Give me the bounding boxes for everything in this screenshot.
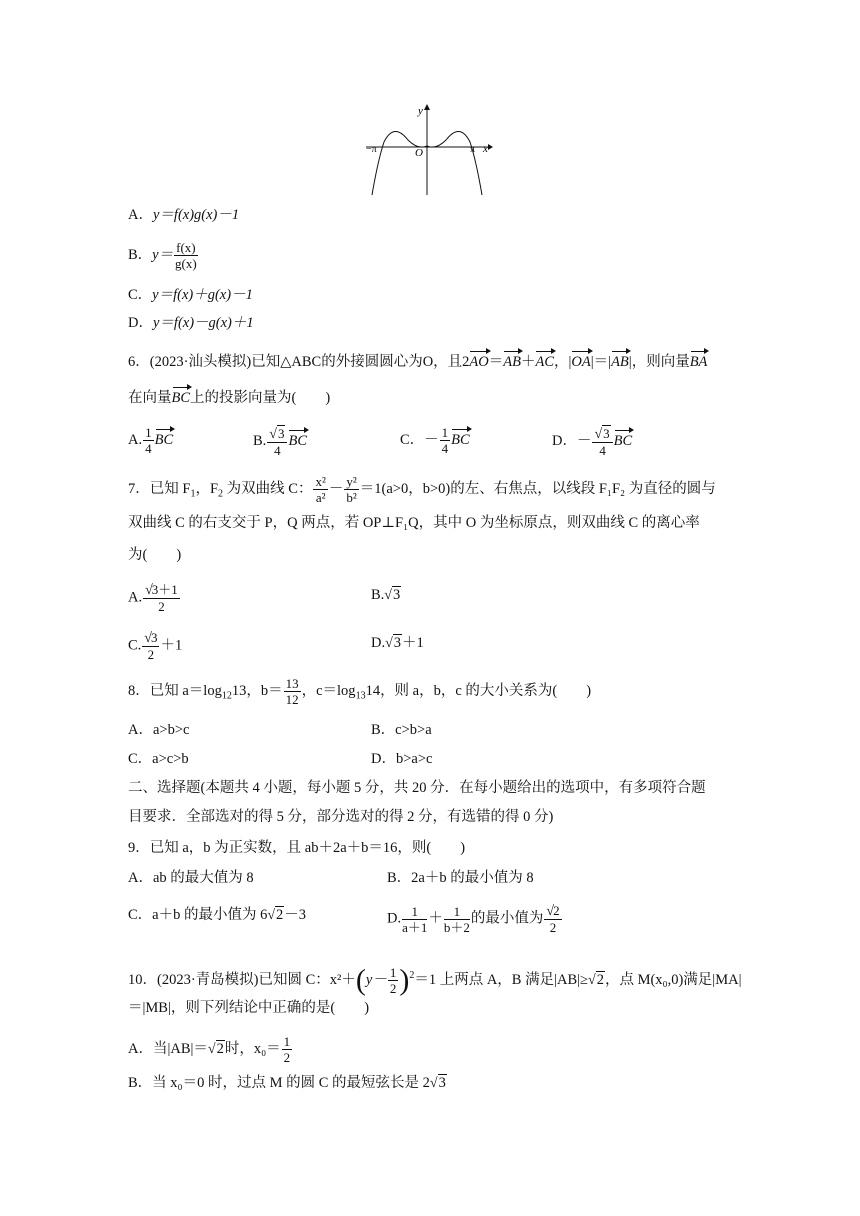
- q6-stem-line2: 在向量BC上的投影向量为( ): [128, 390, 331, 406]
- x-axis-arrow: [488, 144, 493, 150]
- q7-option-d: D.√3＋1: [371, 635, 424, 651]
- q5-option-b: B．y＝ $\frac{f(x)}{g(x)}$: [128, 240, 197, 271]
- q10-stem-line2: ＝|MB|，则下列结论中正确的是( ): [128, 1000, 370, 1016]
- q8-stem: 8．已知 $a=\log_{12}13$，b＝ $\frac{13}{12}$ ，$c=\log_{13}14$，则 a，b，c 的大小关系为( ): [128, 676, 592, 707]
- q9-option-d: D. $\frac{1}{a+1}$ ＋ $\frac{1}{b+2}$ 的最小值为 $\frac{√2}{2}$: [387, 903, 560, 935]
- q8-option-c: C．a>c>b: [128, 751, 189, 767]
- q8-option-d: D．b>a>c: [371, 751, 433, 767]
- q9-stem: 9．已知 a，b 为正实数，且 ab＋2a＋b＝16，则( ): [128, 840, 466, 856]
- x-axis-label: x: [483, 143, 488, 155]
- q9-option-c: C．a＋b 的最小值为 6√2－3: [128, 907, 307, 923]
- q6-option-d: D．－ $\frac{√3}{4}$ BC: [552, 426, 633, 458]
- q7-stem-line2: 双曲线 C 的右支交于 P，Q 两点，若 OP⊥F₁Q，其中 O 为坐标原点，则双曲线 C 的离心率: [128, 515, 700, 531]
- q8-option-a: A．a>b>c: [128, 722, 190, 738]
- q9-option-b: B．2a＋b 的最小值为 8: [387, 870, 534, 886]
- q7-option-a: A. $\frac{√3+1}{2}$: [128, 582, 178, 614]
- q10-option-b: B．当 x₀＝0 时，过点 M 的圆 C 的最短弦长是 2√3: [128, 1075, 446, 1091]
- q10-stem-line1: 10．(2023·青岛模拟)已知圆 C：x²＋(y－ $\frac{1}{2}$ )$^2$＝1 上两点 A，B 满足|AB|≥√2，点 M(x₀,0)满足|MA|: [128, 963, 742, 997]
- q6-stem-line1: 6．(2023·汕头模拟)已知△ABC的外接圆圆心为O，且2AO＝AB＋AC，|OA|＝|AB|，则向量BA: [128, 354, 708, 370]
- function-graph: [364, 100, 494, 196]
- section2-heading-line2: 目要求．全部选对的得 5 分，部分选对的得 2 分，有选错的得 0 分): [128, 809, 554, 825]
- q9-option-a: A．ab 的最大值为 8: [128, 870, 254, 886]
- q6-option-c: C．－ $\frac{1}{4}$ BC: [400, 425, 470, 456]
- q7-option-b: B.√3: [371, 587, 401, 603]
- right-curve: [427, 131, 482, 195]
- pi-label: π: [470, 144, 476, 155]
- q8-option-b: B．c>b>a: [371, 722, 432, 738]
- origin-label: O: [415, 147, 423, 159]
- q10-option-a: A．当|AB|＝√2时，x₀＝ $\frac{1}{2}$: [128, 1034, 291, 1065]
- q7-stem-line3: 为( ): [128, 547, 182, 563]
- section2-heading-line1: 二、选择题(本题共 4 小题，每小题 5 分，共 20 分．在每小题给出的选项中，有多项符合题: [128, 780, 706, 796]
- q6-option-b: B. $\frac{√3}{4}$ BC: [253, 426, 308, 458]
- y-axis-arrow: [424, 104, 430, 110]
- q5-option-d: D．y＝f(x)－g(x)＋1: [128, 315, 254, 331]
- q5-option-c: C．y＝f(x)＋g(x)－1: [128, 287, 253, 303]
- q5-option-a: A．y＝f(x)g(x)－1: [128, 207, 240, 223]
- y-axis-label: y: [418, 105, 423, 117]
- q7-stem-line1: 7．已知 $F_1$，$F_2$ 为双曲线 C： $\frac{\text{x²}}{\text{a²}}$ － $\frac{\text{y²}}{\text{b²}}$ ＝1(a>0，b>0)的左、右焦点，以线段 F₁F₂ 为直径的圆与: [128, 474, 716, 505]
- neg-pi-label: −π: [366, 144, 377, 155]
- left-curve: [372, 131, 427, 195]
- q7-option-c: C. $\frac{√3}{2}$ ＋1: [128, 630, 183, 662]
- q6-option-a: A. $\frac{1}{4}$ BC: [128, 425, 174, 456]
